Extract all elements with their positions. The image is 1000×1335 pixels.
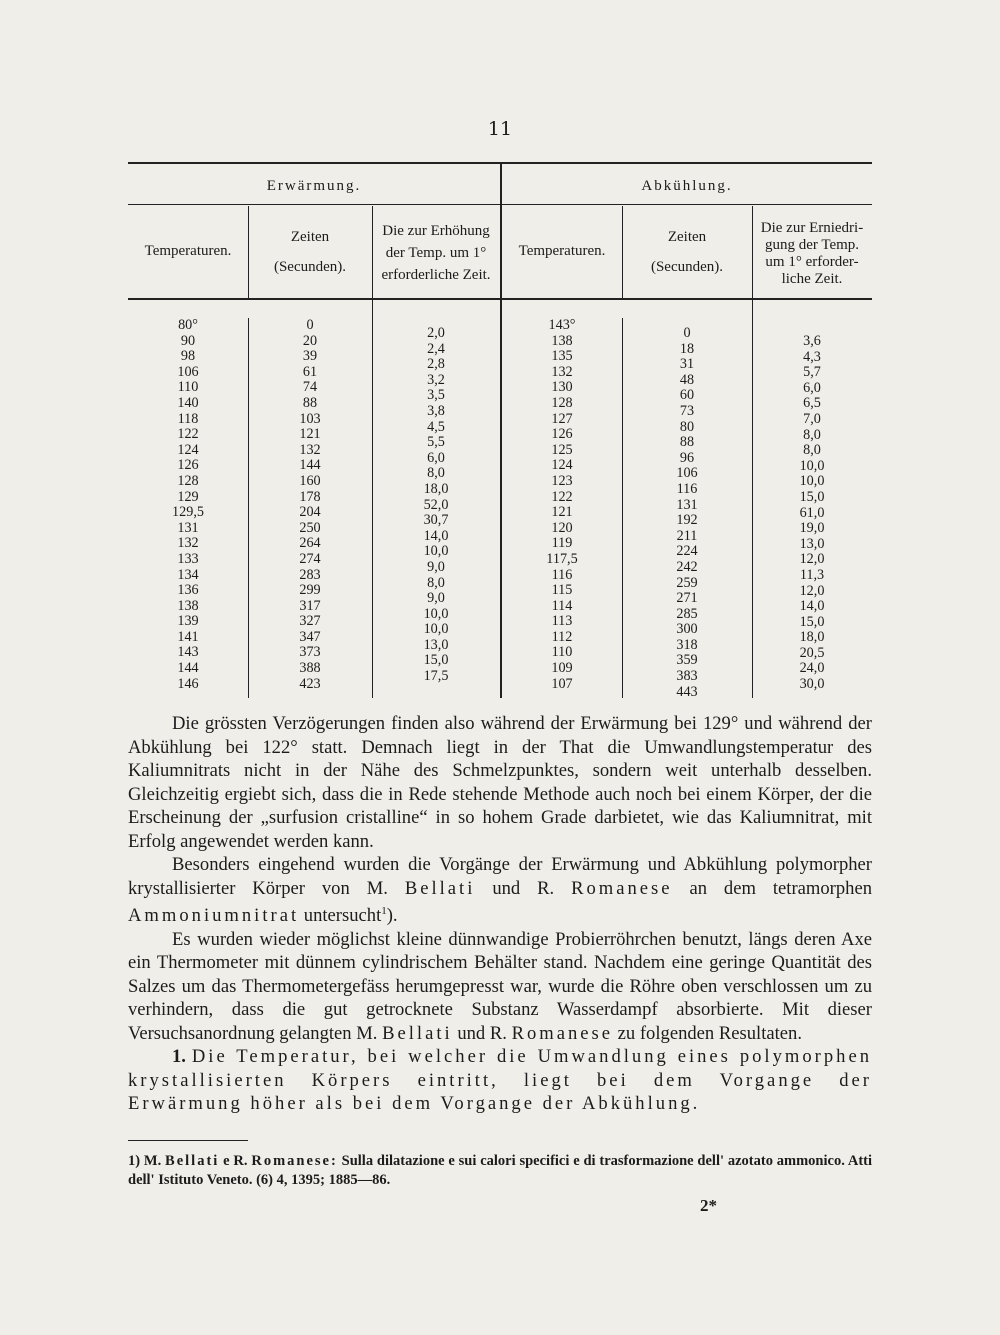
- table-cell: 30,7: [423, 512, 449, 529]
- author-name: Bellati: [382, 1022, 453, 1044]
- table-cell: 109: [551, 660, 573, 677]
- group-heading-heating: Erwärmung.: [266, 178, 362, 194]
- table-cell: 242: [676, 558, 698, 575]
- table-cell: 19,0: [799, 520, 825, 537]
- table-cell: 6,5: [803, 395, 821, 412]
- author-name: Bellati: [165, 1153, 220, 1169]
- table-cell: 135: [551, 348, 573, 365]
- group-heading-cooling: Abkühlung.: [641, 178, 733, 194]
- table-cell: 128: [177, 472, 199, 489]
- table-cell: 7,0: [803, 410, 821, 427]
- header-times-line: Zeiten: [290, 229, 330, 245]
- table-cell: 6,0: [803, 379, 821, 396]
- table-cell: 80: [679, 418, 695, 435]
- header-times-line: (Secunden).: [273, 259, 347, 275]
- table-cell: 5,7: [803, 364, 821, 381]
- author-name: Bellati: [404, 877, 476, 899]
- table-cell: 31: [679, 356, 695, 373]
- table-cell: 126: [551, 426, 573, 443]
- table-cell: 3,5: [427, 387, 445, 404]
- table-cell: 146: [177, 675, 199, 692]
- table-cell: 299: [299, 582, 321, 599]
- result-number: 1.: [172, 1046, 186, 1068]
- table-cell: 8,0: [427, 465, 445, 482]
- table-cell: 12,0: [799, 551, 825, 568]
- table-cell: 88: [679, 434, 695, 451]
- table-cell: 144: [177, 660, 199, 677]
- table-cell: 88: [302, 394, 318, 411]
- table-cell: 6,0: [427, 449, 445, 466]
- table-cell: 318: [676, 636, 698, 653]
- table-cell: 122: [551, 488, 573, 505]
- table-cell: 115: [551, 582, 573, 599]
- table-cell: 52,0: [423, 496, 449, 513]
- table-cell: 423: [299, 675, 321, 692]
- table-cell: 131: [177, 519, 199, 536]
- table-cell: 264: [299, 535, 321, 552]
- table-cell: 106: [177, 363, 199, 380]
- table-cell: 103: [299, 410, 321, 427]
- table-cell: 116: [676, 480, 698, 497]
- header-times: [248, 228, 372, 276]
- table-cell: 18,0: [799, 629, 825, 646]
- table-cell: 132: [551, 363, 573, 380]
- table-cell: 3,6: [803, 333, 821, 349]
- table-cell: 128: [551, 394, 573, 411]
- table-cell: 124: [551, 457, 573, 474]
- table-cell: 140: [177, 394, 199, 411]
- table-cell: 107: [551, 675, 573, 692]
- table-cell: 133: [177, 550, 199, 567]
- table-cell: 12,0: [799, 582, 825, 599]
- table-cell: 2,8: [427, 356, 445, 373]
- table-cell: 11,3: [799, 566, 825, 583]
- table-cell: 10,0: [423, 621, 449, 638]
- table-cell: 300: [676, 621, 698, 638]
- table-cell: 143: [177, 644, 199, 661]
- paragraph: Es wurden wieder möglichst kleine dünnwandige Probierröhrchen benutzt, längs deren Axe ein Thermometer mit dünnem cylindrischem Behälter stand. Nachdem eine geringe Quantität des Salzes um das Thermometergefäss herumgepresst war, wurde die Röhre oben verschlossen um zu verhindern, dass die gut getrocknete Substanz Wasserdampf absorbierte. Mit dieser Versuchsanordnung gelangten M. Bellati und R. Romanese zu folgenden Resultaten.: [128, 928, 872, 1044]
- header-fall-line: Die zur Erniedri-: [760, 220, 864, 236]
- table-cell: 127: [551, 410, 573, 427]
- table-cell: 139: [177, 613, 199, 630]
- footnote-ref: 1: [381, 905, 387, 917]
- table-cell: 15,0: [799, 488, 825, 505]
- table-cell: 274: [299, 550, 321, 567]
- table-cell: 285: [676, 605, 698, 622]
- data-table: [128, 162, 872, 702]
- table-cell: 8,0: [427, 574, 445, 591]
- table-cell: 98: [180, 348, 196, 365]
- table-cell: 124: [177, 441, 199, 458]
- signature-mark: 2*: [700, 1196, 717, 1215]
- table-cell: 5,5: [427, 434, 445, 451]
- table-cell: 4,5: [427, 418, 445, 435]
- table-cell: 18,0: [423, 480, 449, 497]
- table-cell: 39: [302, 348, 318, 365]
- header-fall-line: gung der Temp.: [764, 237, 860, 253]
- table-cell: 136: [177, 582, 199, 599]
- table-cell: 15,0: [423, 652, 449, 669]
- footnote: 1) M. Bellati e R. Romanese: Sulla dilatazione e sui calori specifici e di trasformazione dell' azotato ammonico. Atti dell' Istituto Veneto. (6) 4, 1395; 1885—86.: [128, 1153, 873, 1188]
- table-cell: 10,0: [423, 605, 449, 622]
- table-cell: 204: [299, 504, 321, 521]
- table-cell: 2,4: [427, 340, 445, 357]
- table-cell: 9,0: [427, 558, 445, 575]
- col-cooling-temperatures: [502, 318, 622, 692]
- table-cell: 61,0: [799, 504, 825, 521]
- table-cell: 132: [177, 535, 199, 552]
- table-cell: 106: [676, 465, 698, 482]
- table-cell: 60: [679, 387, 695, 404]
- table-cell: 17,5: [423, 668, 449, 685]
- table-cell: 327: [299, 613, 321, 630]
- paragraph: Die grössten Verzögerungen finden also während der Erwärmung bei 129° und während der Abkühlung bei 122° statt. Demnach liegt in der That die Umwandlungstemperatur des Kaliumnitrats nicht in der Nähe des Schmelzpunktes, sondern weit unterhalb desselben. Gleichzeitig ergiebt sich, dass die in Rede stehende Methode auch noch bei einem Körper, der die Erscheinung der „surfusion cristalline“ in so hohem Grade darbietet, wie das Kaliumnitrat, mit Erfolg angewendet werden kann.: [128, 713, 872, 852]
- table-cell: 271: [676, 590, 698, 607]
- paragraph: Besonders eingehend wurden die Vorgänge der Erwärmung und Abkühlung polymorpher krystallisierter Körper von M. Bellati und R. Romanese an dem tetramorphen Ammoniumnitrat untersucht$^1$).: [128, 854, 872, 927]
- table-cell: 130: [551, 379, 573, 396]
- table-cell: 123: [551, 472, 573, 489]
- table-cell: 96: [679, 449, 695, 466]
- page-number: 11: [487, 118, 513, 140]
- table-cell: 110: [177, 379, 199, 396]
- table-cell: 132: [299, 441, 321, 458]
- table-cell: 18: [679, 340, 695, 357]
- col-cooling-times: [622, 326, 752, 700]
- table-cell: 10,0: [799, 473, 825, 490]
- header-times: [622, 228, 752, 276]
- table-cell: 112: [551, 628, 573, 645]
- table-cell: 131: [676, 496, 698, 513]
- header-fall-line: liche Zeit.: [781, 271, 843, 287]
- table-cell: 359: [676, 652, 698, 669]
- author-name: Romanese: [511, 1022, 614, 1044]
- table-cell: 443: [676, 683, 698, 700]
- table-cell: 283: [299, 566, 321, 583]
- table-cell: 129: [177, 488, 199, 505]
- table-cell: 259: [676, 574, 698, 591]
- table-cell: 192: [676, 512, 698, 529]
- table-cell: 250: [299, 519, 321, 536]
- table-cell: 9,0: [427, 590, 445, 607]
- author-name: Romanese: [571, 877, 673, 899]
- table-cell: 373: [299, 644, 321, 661]
- header-rise-line: der Temp. um 1°: [385, 245, 487, 261]
- table-cell: 2,0: [427, 325, 445, 341]
- table-cell: 121: [299, 426, 321, 443]
- header-times-line: Zeiten: [667, 229, 707, 245]
- table-cell: 117,5: [546, 550, 578, 567]
- col-heating-temperatures: [128, 318, 248, 692]
- table-cell: 20: [302, 332, 318, 349]
- col-heating-rise-time: [372, 326, 500, 685]
- table-cell: 15,0: [799, 613, 825, 630]
- table-cell: 14,0: [423, 527, 449, 544]
- header-times-line: (Secunden).: [650, 259, 724, 275]
- table-cell: 144: [299, 457, 321, 474]
- table-cell: 61: [302, 363, 318, 380]
- table-cell: 8,0: [803, 426, 821, 443]
- table-cell: 30,0: [799, 676, 825, 693]
- table-cell: 114: [551, 597, 573, 614]
- table-cell: 134: [177, 566, 199, 583]
- table-cell: 73: [679, 402, 695, 419]
- table-cell: 116: [551, 566, 573, 583]
- author-name: Romanese:: [251, 1153, 338, 1169]
- body-text: [128, 712, 872, 1116]
- header-fall-line: um 1° erforder-: [765, 254, 859, 270]
- table-cell: 90: [180, 332, 196, 349]
- table-cell: 113: [551, 613, 573, 630]
- header-rise-line: Die zur Erhöhung: [382, 223, 490, 239]
- table-cell: 13,0: [799, 535, 825, 552]
- header-fall-time: [752, 220, 872, 288]
- table-cell: 4,3: [803, 348, 821, 365]
- table-cell: 138: [551, 332, 573, 349]
- table-cell: 48: [679, 371, 695, 388]
- table-cell: 3,8: [427, 402, 445, 419]
- table-cell: 126: [177, 457, 199, 474]
- table-cell: 121: [551, 504, 573, 521]
- table-cell: 8,0: [803, 442, 821, 459]
- table-cell: 125: [551, 441, 573, 458]
- table-cell: 80°: [178, 317, 198, 333]
- table-cell: 13,0: [423, 636, 449, 653]
- table-cell: 74: [302, 379, 318, 396]
- footnote-rule: [128, 1140, 248, 1141]
- table-cell: 0: [683, 325, 691, 341]
- paragraph-result-1: [128, 1045, 872, 1116]
- table-cell: 141: [177, 628, 199, 645]
- table-cell: 143°: [548, 317, 576, 333]
- table-cell: 317: [299, 597, 321, 614]
- table-cell: 383: [676, 668, 698, 685]
- header-temperature: Temperaturen.: [518, 243, 606, 259]
- table-cell: 10,0: [423, 543, 449, 560]
- table-cell: 3,2: [427, 371, 445, 388]
- header-rise-line: erforderliche Zeit.: [381, 267, 491, 283]
- table-cell: 120: [551, 519, 573, 536]
- table-cell: 347: [299, 628, 321, 645]
- table-cell: 138: [177, 597, 199, 614]
- table-cell: 0: [306, 317, 314, 333]
- table-cell: 211: [676, 527, 698, 544]
- col-cooling-fall-time: [752, 334, 872, 693]
- substance-name: Ammoniumnitrat: [128, 905, 300, 927]
- table-cell: 224: [676, 543, 698, 560]
- header-temperature: Temperaturen.: [144, 243, 232, 259]
- table-cell: 10,0: [799, 457, 825, 474]
- table-cell: 20,5: [799, 644, 825, 661]
- table-cell: 160: [299, 472, 321, 489]
- table-cell: 24,0: [799, 660, 825, 677]
- col-heating-times: [248, 318, 372, 692]
- result-statement: Die Temperatur, bei welcher die Umwandlung eines polymorphen krystallisierten Körpers eintritt, liegt bei dem Vorgange der Erwärmung höher als bei dem Vorgange der Abkühlung.: [128, 1046, 872, 1115]
- table-cell: 122: [177, 426, 199, 443]
- table-cell: 119: [551, 535, 573, 552]
- header-rise-time: [372, 220, 500, 286]
- table-cell: 110: [551, 644, 573, 661]
- table-cell: 178: [299, 488, 321, 505]
- table-cell: 14,0: [799, 598, 825, 615]
- table-cell: 118: [177, 410, 199, 427]
- table-cell: 129,5: [172, 504, 204, 521]
- table-cell: 388: [299, 660, 321, 677]
